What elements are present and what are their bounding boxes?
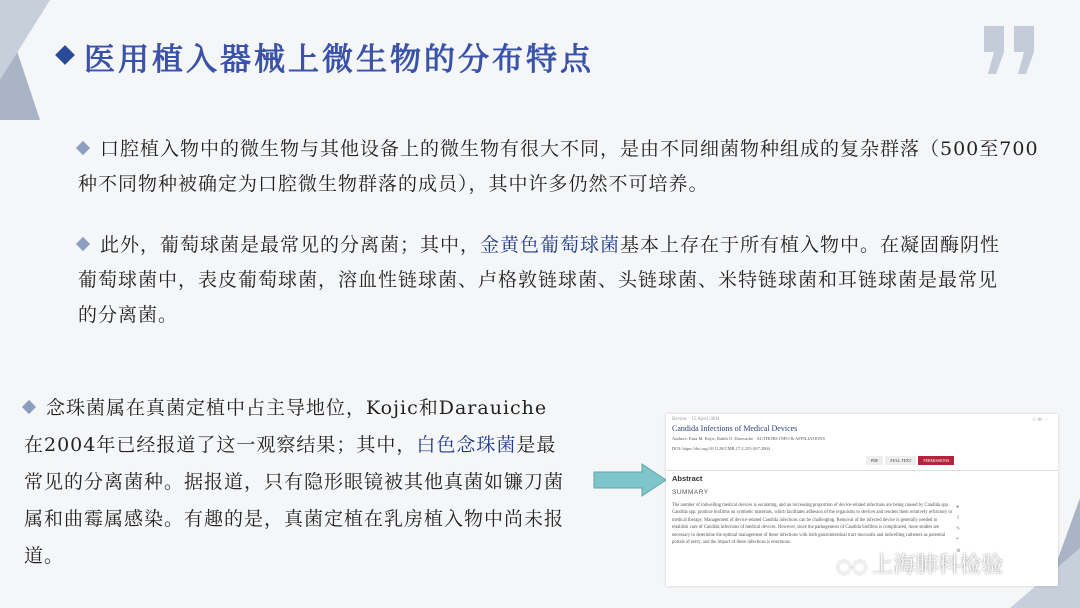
- bullet-icon: [76, 237, 90, 251]
- paragraph-text: 基本上存在于所有植入物中。在凝固酶阴性葡萄球菌中，表皮葡萄球菌，溶血性链球菌、卢格敦链球菌、头链球菌、米特链球菌和耳链球菌是最常见的分离菌。: [78, 234, 1001, 326]
- summary-heading: SUMMARY: [672, 489, 709, 496]
- paper-authors: Authors: Erna M. Kojic, Rabih O. Darouiche · AUTHORS INFO & AFFILIATIONS: [672, 436, 825, 441]
- paragraph-text: 口腔植入物中的微生物与其他设备上的微生物有很大不同，是由不同细菌物种组成的复杂群落（500至700种不同物种被确定为口腔微生物群落的成员），其中许多仍然不可培养。: [78, 138, 1039, 195]
- paragraph-oral-implants: [78, 132, 1053, 202]
- share-icons: ☆ ✉ ⋯: [1031, 418, 1048, 423]
- corner-decoration-top-left-light: [0, 0, 50, 80]
- watermark: [836, 548, 1003, 579]
- arrow-right-icon: [592, 463, 668, 497]
- paper-title: Candida Infections of Medical Devices: [672, 424, 798, 433]
- abstract-body: The number of indwelling medical devices is escalating, and an increasing proportion of device-related infections are being caused by Candida spp. Candida spp. produce biofilms on synthetic materials, which facilitates adhesion of the organisms to devices and renders them relatively refractory to medical therapy. Management of device-related Candida infections can be challenging. Removal of the infected device is generally needed to establish cure of Candida infections of medical devices. However, since the pathogenesis of Candida biofilms is complicated, more studies are necessary to determine the optimal management of these infections with both gastrointestinal tract mucositis and indwelling catheters as potential portals of entry, and the impact of these infections is enormous.: [672, 503, 953, 546]
- side-toolbar-icons: ● ⇩ ✎ ❝ ⚙: [956, 505, 961, 554]
- pdf-button[interactable]: PDF: [866, 456, 883, 465]
- paper-buttons: [866, 456, 956, 466]
- divider: [666, 470, 1058, 471]
- paragraph-candida: [24, 390, 564, 575]
- slide-title: 医用植入器械上微生物的分布特点: [84, 42, 594, 78]
- paragraph-staphylococcus: [78, 228, 1008, 333]
- permissions-button[interactable]: PERMISSIONS: [918, 456, 954, 465]
- full-text-button[interactable]: FULL TEXT: [885, 456, 916, 465]
- bullet-icon: [76, 141, 90, 155]
- paragraph-text: 是最常见的分离菌种。据报道，只有隐形眼镜被其他真菌如镰刀菌属和曲霉属感染。有趣的是，真菌定植在乳房植入物中尚未报道。: [24, 434, 565, 567]
- watermark-text: 上海肺科检验: [871, 553, 1004, 578]
- quote-mark-icon: [980, 22, 1040, 82]
- abstract-heading: Abstract: [672, 474, 703, 483]
- bullet-icon: [22, 400, 36, 414]
- highlight-staphylococcus-aureus: 金黄色葡萄球菌: [480, 234, 621, 256]
- paragraph-text: 此外，葡萄球菌是最常见的分离菌；其中，: [100, 234, 481, 256]
- paper-breadcrumb: Review · 15 April 2004: [672, 417, 720, 422]
- title-bullet-icon: [55, 45, 75, 65]
- paragraph-text: 念珠菌属在真菌定植中占主导地位，Kojic和Darauiche在2004年已经报道了这一观察结果；其中，: [24, 397, 548, 456]
- wechat-icon: ◌◌: [836, 556, 868, 577]
- highlight-candida-albicans: 白色念珠菌: [416, 434, 517, 456]
- paper-doi: DOI: https://doi.org/10.1128/CMR.17.2.255-267.2004: [672, 446, 770, 451]
